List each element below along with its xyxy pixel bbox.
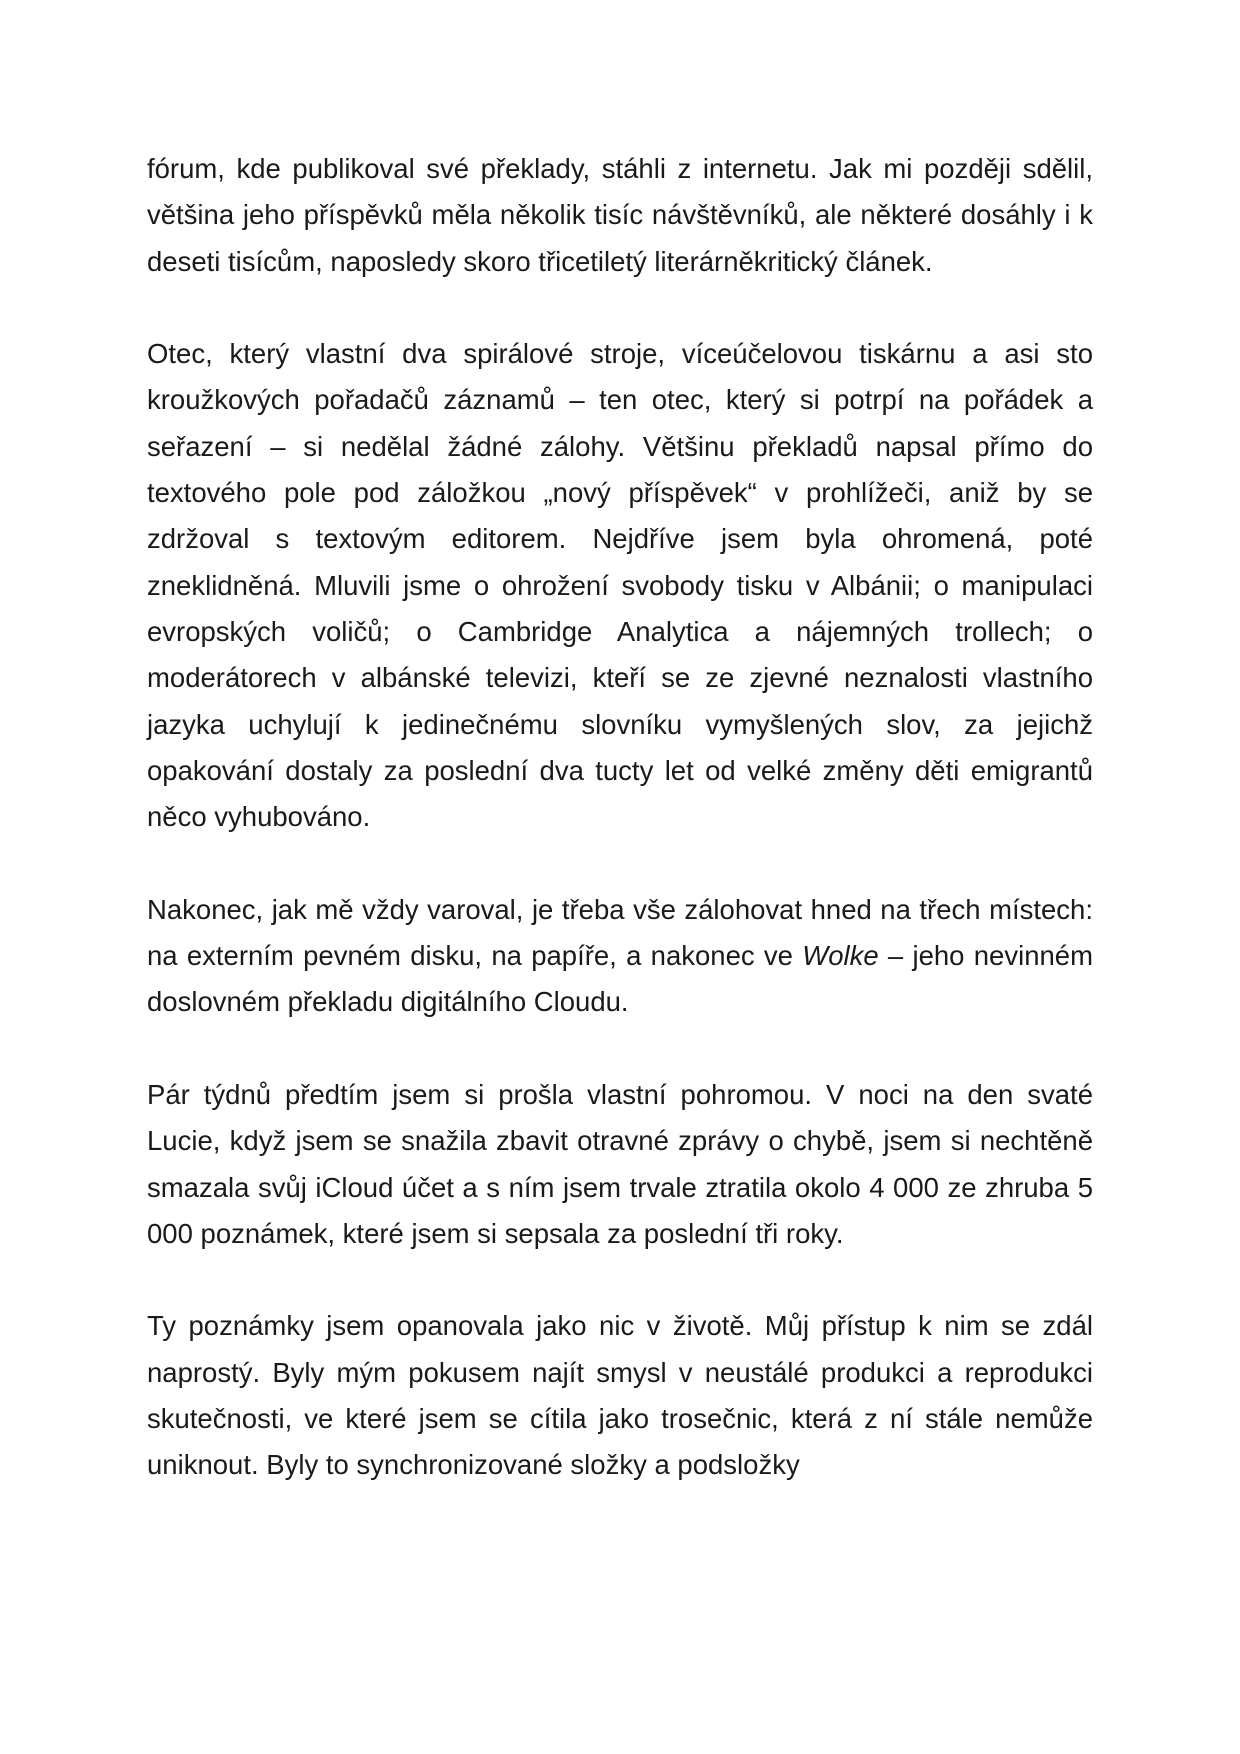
paragraph-5-text: Ty poznámky jsem opanovala jako nic v životě. Můj přístup k nim se zdál naprostý. Byly mým pokusem najít smysl v neustálé produkci a reprodukci skutečnosti, ve které jsem se cítila jako trosečnic, která z ní stále nemůže uniknout. Byly to synchronizované složky a podsložky <box>147 1310 1093 1481</box>
paragraph-3 <box>147 887 1093 1026</box>
paragraph-2-text: Otec, který vlastní dva spirálové stroje, víceúčelovou tiskárnu a asi sto kroužkových pořadačů záznamů – ten otec, který si potrpí na pořádek a seřazení – si nedělal žádné zálohy. Většinu překladů napsal přímo do textového pole pod záložkou „nový příspěvek“ v prohlížeči, aniž by se zdržoval s textovým editorem. Nejdříve jsem byla ohromená, poté zneklidněná. Mluvili jsme o ohrožení svobody tisku v Albánii; o manipulaci evropských voličů; o Cambridge Analytica a nájemných trollech; o moderátorech v albánské televizi, kteří se ze zjevné neznalosti vlastního jazyka uchylují k jedinečnému slovníku vymyšlených slov, za jejichž opakování dostaly za poslední dva tucty let od velké změny děti emigrantů něco vyhubováno. <box>147 338 1093 833</box>
body-text <box>147 146 1093 1489</box>
paragraph-2 <box>147 331 1093 840</box>
paragraph-5 <box>147 1303 1093 1488</box>
paragraph-1 <box>147 146 1093 285</box>
paragraph-3-text-end: – jeho nevinném doslovném překladu digitálního Cloudu. <box>147 940 1093 1018</box>
paragraph-1-text: fórum, kde publikoval své překlady, stáhli z internetu. Jak mi později sdělil, většina jeho příspěvků měla několik tisíc návštěvníků, ale některé dosáhly i k deseti tisícům, naposledy skoro třicetiletý literárněkritický článek. <box>147 153 1093 277</box>
paragraph-4-text: Pár týdnů předtím jsem si prošla vlastní pohromou. V noci na den svaté Lucie, když jsem se snažila zbavit otravné zprávy o chybě, jsem si nechtěně smazala svůj iCloud účet a s ním jsem trvale ztratila okolo 4 000 ze zhruba 5 000 poznámek, které jsem si sepsala za poslední tři roky. <box>147 1078 1093 1249</box>
paragraph-4 <box>147 1072 1093 1257</box>
paragraph-3-text-start: Nakonec, jak mě vždy varoval, je třeba vše zálohovat hned na třech místech: na externím pevném disku, na papíře, a nakonec ve <box>147 893 1093 972</box>
italic-term-wolke: Wolke <box>802 940 879 972</box>
